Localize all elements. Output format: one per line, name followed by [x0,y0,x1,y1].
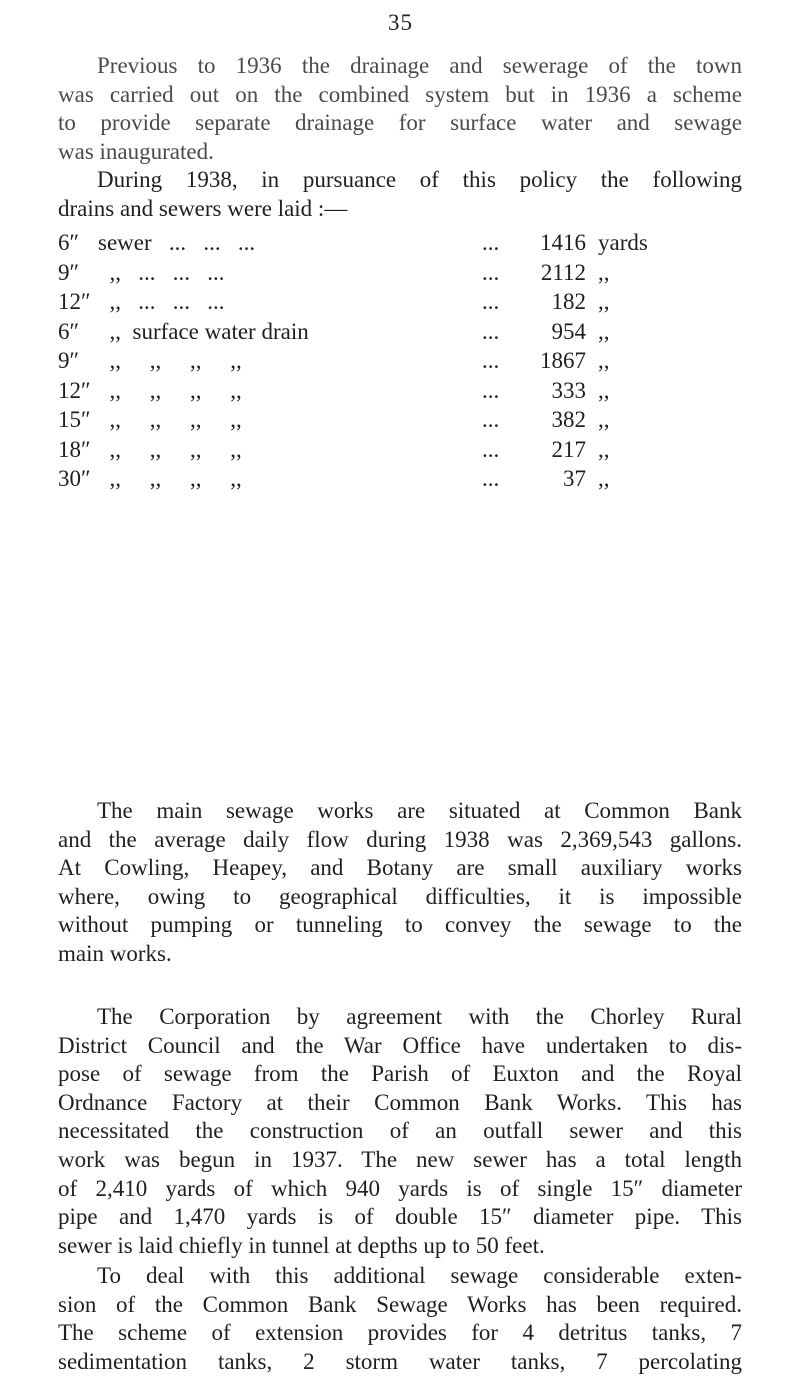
text-line: Previous to 1936 the drainage and sewerage of the town [97,53,742,78]
text-line: The main sewage works are situated at Common Bank [97,798,742,823]
sewers-laid-table [58,230,648,496]
text-line: sion of the Common Bank Sewage Works has been required. [58,1291,742,1317]
table-row [58,348,648,378]
length-value: 1867 [540,348,586,373]
length-value: 182 [551,289,586,314]
paragraph-extension-scheme [58,1262,742,1376]
sewer-type: ,, ,, ,, ,, [98,377,242,403]
leader-dots: ... [482,407,500,432]
text-line: main works. [58,940,172,966]
table-row [58,466,648,496]
leader-dots: ... [482,318,500,344]
leader-dots: ... [482,230,500,255]
table-row [58,319,648,349]
text-line: At Cowling, Heapey, and Botany are small auxiliary works [58,855,742,881]
length-unit: ,, [598,377,610,403]
text-line: was inaugurated. [58,138,214,164]
table-row [58,407,648,437]
table-row [58,378,648,408]
table-row [58,260,648,290]
paragraph-drainage-history [58,52,742,166]
text-line: was carried out on the combined system but in 1936 a scheme [58,81,742,107]
text-line: pose of sewage from the Parish of Euxton and the Royal [58,1061,742,1087]
sewer-size: 30″ [58,466,91,491]
text-line: During 1938, in pursuance of this policy the following [97,167,742,192]
text-line: Ordnance Factory at their Common Bank Works. This has [58,1089,742,1115]
length-unit: ,, [598,407,610,432]
sewer-size: 6″ [58,318,80,344]
sewer-size: 6″ [58,230,80,255]
leader-dots: ... [482,289,500,314]
paragraph-main-sewage-works [58,797,742,969]
table-row [58,289,648,319]
length-value: 954 [551,318,586,344]
sewer-type: ,, ... ... ... [98,289,225,314]
length-unit: ,, [598,466,610,491]
text-line: necessitated the construction of an outfall sewer and this [58,1118,742,1144]
text-line: without pumping or tunneling to convey the sewage to the [58,912,742,938]
sewer-size: 18″ [58,436,91,462]
text-line: to provide separate drainage for surface water and sewage [58,110,742,136]
sewer-type: ,, ,, ,, ,, [98,407,242,432]
text-line: District Council and the War Office have undertaken to dis- [58,1032,742,1058]
sewer-size: 9″ [58,259,80,285]
length-value: 1416 [540,230,586,255]
leader-dots: ... [482,377,500,403]
text-line: pipe and 1,470 yards is of double 15″ diameter pipe. This [58,1204,742,1230]
text-line: drains and sewers were laid :— [58,195,348,221]
sewer-type: ,, ,, ,, ,, [98,466,242,491]
sewer-size: 15″ [58,407,91,432]
length-unit: ,, [598,436,610,462]
leader-dots: ... [482,436,500,462]
table-row [58,230,648,260]
text-line: To deal with this additional sewage considerable exten- [97,1263,742,1288]
length-value: 333 [551,377,586,403]
paragraph-corporation-agreement [58,1003,742,1260]
sewer-type: ,, ... ... ... [98,259,225,285]
length-value: 217 [551,436,586,462]
table-row [58,437,648,467]
length-value: 2112 [540,259,586,285]
paragraph-1938-intro [58,166,742,223]
length-unit: ,, [598,259,610,285]
length-value: 37 [563,466,586,491]
sewer-type: ,, ,, ,, ,, [98,436,242,462]
text-line: sedimentation tanks, 2 storm water tanks, 7 percolating [58,1348,742,1374]
text-line: sewer is laid chiefly in tunnel at depths up to 50 feet. [58,1232,545,1258]
leader-dots: ... [482,466,500,491]
length-unit: ,, [598,318,610,344]
length-unit: ,, [598,348,610,373]
text-line: where, owing to geographical difficulties, it is impossible [58,883,742,909]
sewer-type: ,, surface water drain [98,318,309,344]
text-line: work was begun in 1937. The new sewer has a total length [58,1146,742,1172]
length-value: 382 [551,407,586,432]
text-line: of 2,410 yards of which 940 yards is of single 15″ diameter [58,1175,742,1201]
leader-dots: ... [482,259,500,285]
text-line: The scheme of extension provides for 4 detritus tanks, 7 [58,1320,742,1346]
length-unit: yards [598,230,648,255]
sewer-type: sewer ... ... ... [98,230,256,255]
sewer-size: 12″ [58,289,91,314]
text-line: and the average daily flow during 1938 was 2,369,543 gallons. [58,826,742,852]
leader-dots: ... [482,348,500,373]
sewer-size: 9″ [58,348,80,373]
page-number: 35 [388,10,413,35]
sewer-type: ,, ,, ,, ,, [98,348,242,373]
sewer-size: 12″ [58,377,91,403]
text-line: The Corporation by agreement with the Chorley Rural [97,1004,742,1029]
length-unit: ,, [598,289,610,314]
